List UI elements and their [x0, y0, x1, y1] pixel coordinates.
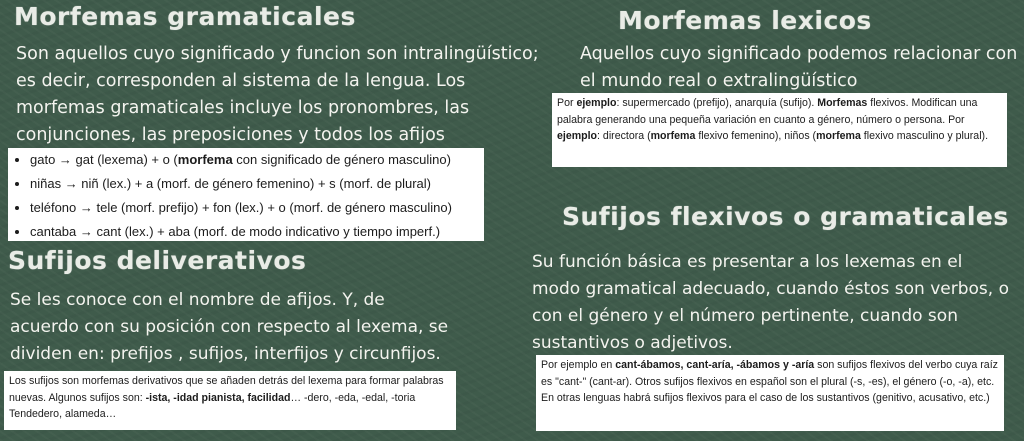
- bold-text: ejemplo: [557, 130, 598, 142]
- bold-text: ejemplo: [576, 97, 617, 109]
- example-item: [30, 148, 484, 172]
- example-text: niñas → niñ (lex.) + a (morf. de género femenino) + s (morf. de plural): [30, 176, 432, 191]
- heading-sufijos-deliverativos: Sufijos deliverativos: [8, 246, 307, 275]
- card-text: Por ejemplo en: [541, 359, 616, 371]
- example-text: con significado de género masculino): [232, 152, 451, 167]
- example-item: [30, 196, 484, 220]
- card-text: son sufijos flexivos del verbo cuya raíz es "cant-" (cant-ar). Otros sufijos flexivos en español son el plural (-s, -es), el género (-o, -a), etc. En otras lenguas habrá sufijos flexivos para el caso de los sustantivos (genitivo, acusativo, etc.): [541, 359, 998, 404]
- card-sufijos-flexivos: [536, 355, 1004, 431]
- examples-card-gramaticales: [8, 148, 484, 241]
- heading-morfemas-gramaticales: Morfemas gramaticales: [14, 2, 356, 31]
- example-text: teléfono → tele (morf. prefijo) + fon (lex.) + o (morf. de género masculino): [30, 200, 452, 215]
- examples-list: [8, 148, 484, 244]
- text-sufijos-deliverativos: Se les conoce con el nombre de afijos. Y, de acuerdo con su posición con respecto al lexema, se dividen en: prefijos , sufijos, interfijos y circunfijos.: [10, 290, 449, 364]
- text-sufijos-flexivos: Su función básica es presentar a los lexemas en el modo gramatical adecuado, cuando éstos son verbos, o con el género y el número pertinente, cuando son sustantivos o adjetivos.: [532, 252, 1009, 353]
- text-morfemas-lexicos: Aquellos cuyo significado podemos relacionar con el mundo real o extralingüístico: [580, 44, 1018, 91]
- card-text: … -dero, -eda, -edal, -toria Tendedero, alameda…: [9, 391, 416, 420]
- bold-text: morfema: [816, 130, 861, 142]
- text-morfemas-gramaticales: Son aquellos cuyo significado y funcion son intralingüístico; es decir, corresponden al sistema de la lengua. Los morfemas gramaticales incluye los pronombres, las conjunciones, las preposiciones y todos los afijos: [16, 44, 539, 145]
- example-item: [30, 220, 484, 244]
- card-text: Los sufijos son morfemas derivativos que se añaden detrás del lexema para formar palabras nuevas. Algunos sufijos son:: [9, 375, 444, 404]
- example-text: gato → gat (lexema) + o (: [30, 152, 178, 167]
- card-text: : directora (: [597, 130, 651, 142]
- card-text: Por: [557, 97, 577, 109]
- bold-text: -ista, -idad pianista, facilidad: [145, 391, 291, 404]
- card-sufijos-deliverativos: [4, 371, 456, 430]
- bold-text: Morfemas: [817, 97, 868, 109]
- card-text: flexivos. Modifican una palabra generando una pequeña variación en cuanto a género, número o persona. Por: [557, 97, 978, 126]
- example-item: [30, 172, 484, 196]
- card-text: flexivo masculino y plural).: [860, 130, 989, 142]
- heading-morfemas-lexicos: Morfemas lexicos: [618, 6, 872, 35]
- example-text: cantaba → cant (lex.) + aba (morf. de modo indicativo y tiempo imperf.): [30, 224, 441, 239]
- bold-text: morfema: [650, 130, 696, 142]
- example-bold: morfema: [177, 152, 233, 167]
- heading-sufijos-flexivos: Sufijos flexivos o gramaticales: [562, 202, 1009, 231]
- card-text: flexivo femenino), niños (: [695, 130, 817, 142]
- card-text: : supermercado (prefijo), anarquía (sufijo).: [616, 97, 818, 109]
- bold-text: cant-ábamos, cant-aría, -ábamos y -aría: [615, 359, 815, 371]
- card-morfemas-lexicos: [552, 93, 1007, 167]
